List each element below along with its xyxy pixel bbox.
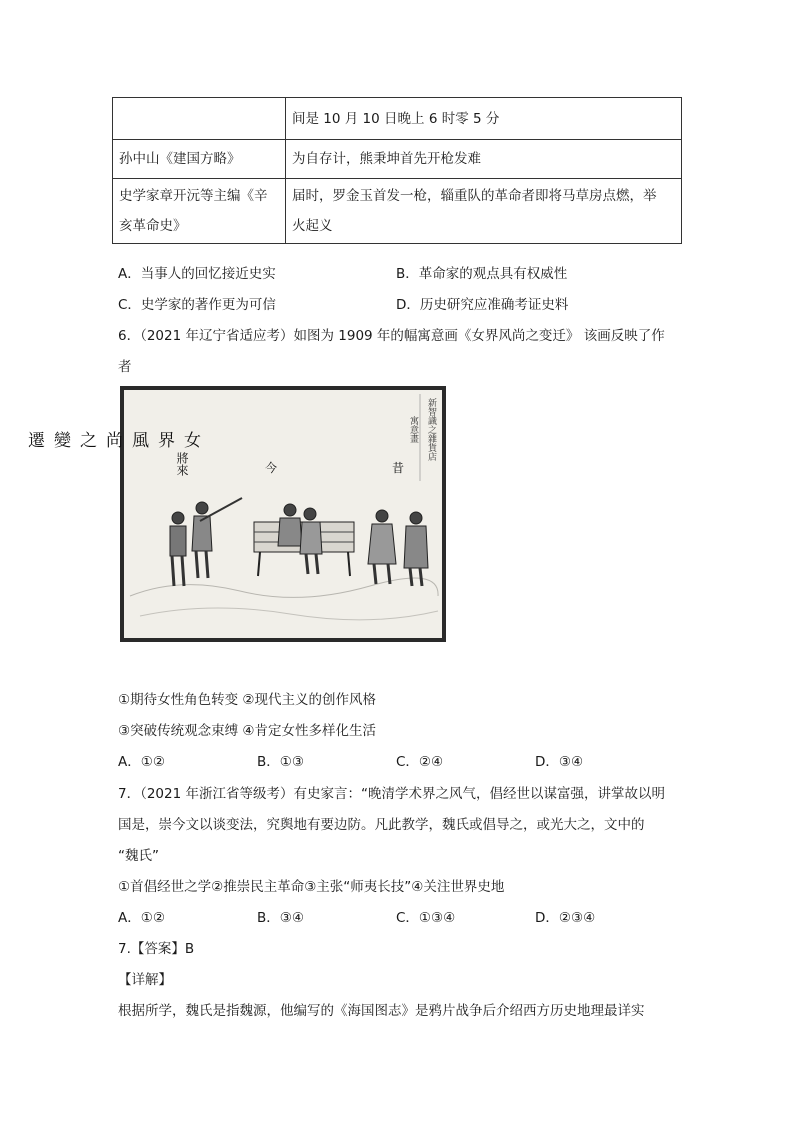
q5-option-c: C．史学家的著作更为可信 (118, 297, 276, 313)
table-cell-content: 为自存计，熊秉坤首先开枪发难 (286, 140, 682, 179)
allegorical-cartoon-figure (28, 386, 446, 642)
q6-statements-line: ①期待女性角色转变 ②现代主义的创作风格 (118, 692, 376, 708)
source-table (112, 97, 682, 244)
table-cell-content (286, 179, 682, 244)
q7-option-a: A．①② (118, 910, 165, 926)
q7-option-d: D．②③④ (535, 910, 596, 926)
q7-detail-heading: 【详解】 (118, 972, 172, 988)
q6-stem-line: 者 (118, 359, 132, 375)
cell-line: 届时，罗金玉首发一枪，辎重队的革命者即将马草房点燃，举 (292, 188, 657, 204)
cell-line: 亥革命史》 (119, 218, 187, 234)
figure-label-past: 昔 (392, 461, 405, 475)
table-cell-source (113, 179, 286, 244)
q7-stem-line: 7．（2021 年浙江省等级考）有史家言：“晚清学术界之风气，倡经世以谋富强，讲掌故以明 (118, 786, 665, 802)
q5-option-a: A．当事人的回忆接近史实 (118, 266, 276, 282)
q6-option-c: C．②④ (396, 754, 444, 770)
q6-stem-line: 6．（2021 年辽宁省适应考）如图为 1909 年的幅寓意画《女界风尚之变迁》 该画反映了作 (118, 328, 665, 344)
table-row (113, 140, 682, 179)
q7-stem-line: “魏氏” (118, 848, 159, 864)
q7-statements-line: ①首倡经世之学②推崇民主革命③主张“师夷长技”④关注世界史地 (118, 879, 505, 895)
q7-stem-line: 国是，崇今文以谈变法，究舆地有要边防。凡此教学，魏氏或倡导之，或光大之，文中的 (118, 817, 645, 833)
q7-option-b: B．③④ (257, 910, 304, 926)
q7-option-c: C．①③④ (396, 910, 456, 926)
table-row (113, 179, 682, 244)
figure-side-text: 寓意畫 (408, 416, 418, 443)
q5-option-b: B．革命家的观点具有权威性 (396, 266, 568, 282)
q6-option-b: B．①③ (257, 754, 304, 770)
table-cell-content: 间是 10 月 10 日晚上 6 时零 5 分 (286, 98, 682, 140)
table-row (113, 98, 682, 140)
cell-line: 史学家章开沅等主编《辛 (119, 188, 268, 204)
figure-label-now: 今 (265, 461, 278, 475)
q5-option-d: D．历史研究应准确考证史料 (396, 297, 569, 313)
figure-title: 女界風尚之變遷 (28, 431, 210, 451)
table-cell-source: 孙中山《建国方略》 (113, 140, 286, 179)
q6-option-d: D．③④ (535, 754, 584, 770)
q7-detail-text: 根据所学，魏氏是指魏源，他编写的《海国图志》是鸦片战争后介绍西方历史地理最详实 (118, 1003, 645, 1019)
q6-statements-line: ③突破传统观念束缚 ④肯定女性多样化生活 (118, 723, 376, 739)
figure-side-text: 新智識之雜貨店 (426, 398, 436, 461)
figure-label-future: 將來 (175, 452, 189, 476)
table-cell-source (113, 98, 286, 140)
q7-answer: 7.【答案】B (118, 941, 195, 957)
q6-option-a: A．①② (118, 754, 165, 770)
cell-line: 火起义 (292, 218, 333, 234)
